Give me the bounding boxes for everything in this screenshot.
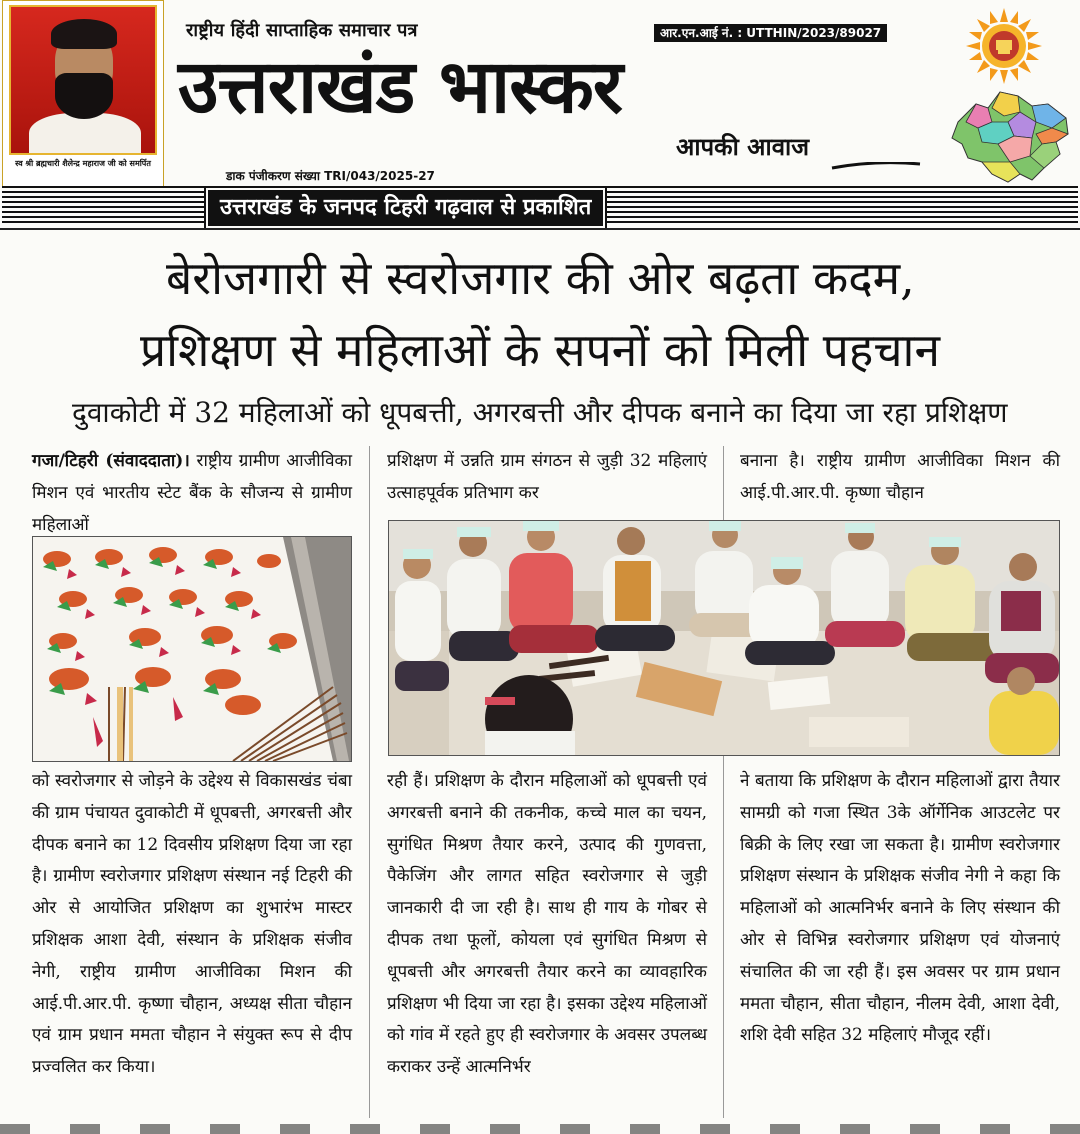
portrait-dedication: स्व श्री ब्रह्मचारी शैलेन्द्र महाराज जी को समर्पित <box>15 159 151 168</box>
headline-line-2: प्रशिक्षण से महिलाओं के सपनों को मिली पहचान <box>140 323 940 377</box>
sun-emblem-icon <box>956 6 1052 86</box>
postal-registration: डाक पंजीकरण संख्या TRI/043/2025-27 <box>226 169 435 183</box>
tagline-swoosh <box>830 162 922 170</box>
dateline: गजा/टिहरी (संवाददाता)। <box>32 451 190 471</box>
national-tagline: राष्ट्रीय हिंदी साप्ताहिक समाचार पत्र <box>186 20 418 41</box>
subheadline: दुवाकोटी में 32 महिलाओं को धूपबत्ती, अगरबत्ती और दीपक बनाने का दिया जा रहा प्रशिक्षण <box>72 396 1008 429</box>
newspaper-title: उत्तराखंड भास्कर <box>178 44 623 130</box>
newspaper-tagline: आपकी आवाज <box>676 133 810 161</box>
headline-line-1: बेरोजगारी से स्वरोजगार की ओर बढ़ता कदम, <box>166 251 915 305</box>
portrait-photo <box>9 5 157 155</box>
uttarakhand-map-icon <box>948 82 1074 186</box>
column-1-top-text: राष्ट्रीय ग्रामीण आजीविका मिशन एवं भारतीय स्टेट बैंक के सौजन्य से ग्रामीण महिलाओं <box>32 451 352 535</box>
article-column-2-body: रही हैं। प्रशिक्षण के दौरान महिलाओं को धूपबत्ती एवं अगरबत्ती बनाने की तकनीक, कच्चे माल का चयन, सुगंधित मिश्रण तैयार करने, उत्पाद की गुणवत्ता, पैकेजिंग और लागत सहित स्वरोजगार से जुड़ी जानकारी दी जा रही है। साथ ही गाय के गोबर से दीपक तथा फूलों, कोयला एवं सुगंधित मिश्रण से धूपबत्ती और अगरबत्ती तैयार करने का व्यावहारिक प्रशिक्षण भी दिया जा रहा है। इसका उद्देश्य महिलाओं को गांव में रहते हुए ही स्वरोजगार के अवसर उपलब्ध कराकर उन्हें आत्मनिर्भर <box>387 771 707 1078</box>
masthead-rule <box>0 228 1080 230</box>
publication-banner: उत्तराखंड के जनपद टिहरी गढ़वाल से प्रकाशित <box>206 188 605 228</box>
article-column-1-intro <box>32 446 352 541</box>
article-column-2-intro: प्रशिक्षण में उन्नति ग्राम संगठन से जुड़ी 32 महिलाएं उत्साहपूर्वक प्रतिभाग कर <box>387 451 707 503</box>
article-column-1-body: को स्वरोजगार से जोड़ने के उद्देश्य से विकासखंड चंबा की ग्राम पंचायत दुवाकोटी में धूपबत्ती, अगरबत्ती और दीपक बनाने का 12 दिवसीय प्रशिक्षण दिया जा रहा है। ग्रामीण स्वरोजगार प्रशिक्षण संस्थान नई टिहरी की ओर से आयोजित प्रशिक्षण का शुभारंभ मास्टर प्रशिक्षक आशा देवी, संस्थान के प्रशिक्षक संजीव नेगी, राष्ट्रीय ग्रामीण आजीविका मिशन की आई.पी.आर.पी. कृष्णा चौहान, अध्यक्ष सीता चौहान एवं ग्राम प्रधान ममता चौहान ने संयुक्त रूप से दीप प्रज्वलित कर किया। <box>32 771 352 1078</box>
column-rule <box>369 446 370 1118</box>
founder-portrait <box>2 0 164 188</box>
next-article-cutoff <box>0 1124 1080 1134</box>
article-column-3-intro: बनाना है। राष्ट्रीय ग्रामीण आजीविका मिशन की आई.पी.आर.पी. कृष्णा चौहान <box>740 451 1060 503</box>
rni-number: आर.एन.आई नं. : UTTHIN/2023/89027 <box>654 24 887 42</box>
training-session-photo <box>388 520 1060 756</box>
products-photo <box>32 536 352 762</box>
article-column-3-body: ने बताया कि प्रशिक्षण के दौरान महिलाओं द्वारा तैयार सामग्री को गजा स्थित 3के ऑर्गेनिक आउटलेट पर बिक्री के लिए रखा जा सकता है। ग्रामीण स्वरोजगार प्रशिक्षण संस्थान के प्रशिक्षक संजीव नेगी ने कहा कि महिलाओं को आत्मनिर्भर बनाने के लिए संस्थान की ओर से विभिन्न स्वरोजगार प्रशिक्षण एवं योजनाएं संचालित की जा रही हैं। इस अवसर पर ग्राम प्रधान ममता चौहान, सीता चौहान, नीलम देवी, आशा देवी, शशि देवी सहित 32 महिलाएं मौजूद रहीं। <box>740 771 1060 1046</box>
